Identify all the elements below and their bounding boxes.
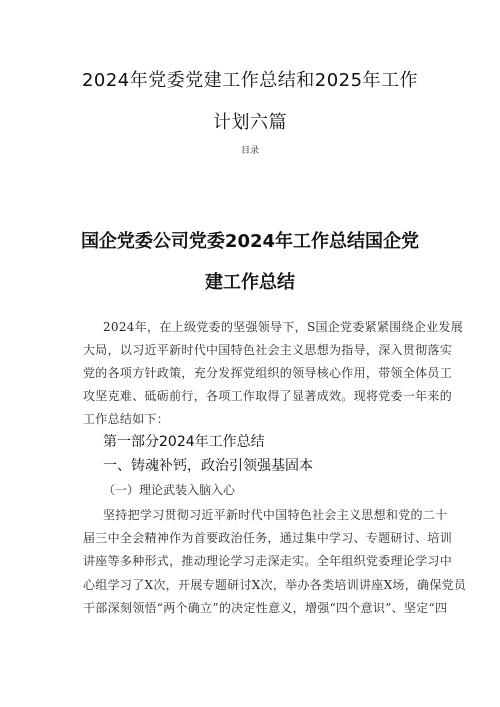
document-title-line-1: 2024年党委党建工作总结和2025年工作: [81, 70, 419, 91]
intro-line-1: 2024年，在上级党委的坚强领导下，S国企党委紧紧围绕企业发展: [103, 320, 464, 334]
body-line-3: 讲座等多种形式，推动理论学习走深走实。全年组织党委理论学习中: [83, 554, 453, 568]
section-title-line-1: 国企党委公司党委2024年工作总结国企党: [80, 231, 420, 252]
intro-line-4: 攻坚克难、砥砺前行，各项工作取得了显著成效。现将党委一年来的: [83, 389, 453, 403]
part-heading: 第一部分2024年工作总结: [103, 434, 265, 450]
body-line-5: 干部深刻领悟“两个确立”的决定性意义，增强“四个意识”、坚定“四: [83, 601, 448, 615]
body-line-1: 坚持把学习贯彻习近平新时代中国特色社会主义思想和党的二十: [103, 508, 448, 522]
section-title-line-2: 建工作总结: [205, 272, 295, 293]
heading-1: 一、铸魂补钙，政治引领强基固本: [103, 458, 313, 474]
body-line-4: 心组学习了X次，开展专题研讨X次，举办各类培训讲座X场，确保党员: [83, 578, 467, 592]
intro-line-3: 党的各项方针政策，充分发挥党组织的领导核心作用，带领全体员工: [83, 366, 453, 380]
intro-line-2: 大局，以习近平新时代中国特色社会主义思想为指导，深入贯彻落实: [83, 343, 453, 357]
subheading-1: （一）理论武装入脑入心: [103, 483, 236, 497]
toc-label[interactable]: 目录: [240, 146, 259, 156]
body-line-2: 届三中全会精神作为首要政治任务，通过集中学习、专题研讨、培训: [83, 531, 453, 545]
document-title-line-2: 计划六篇: [213, 112, 287, 133]
intro-line-5: 工作总结如下：: [83, 412, 170, 426]
